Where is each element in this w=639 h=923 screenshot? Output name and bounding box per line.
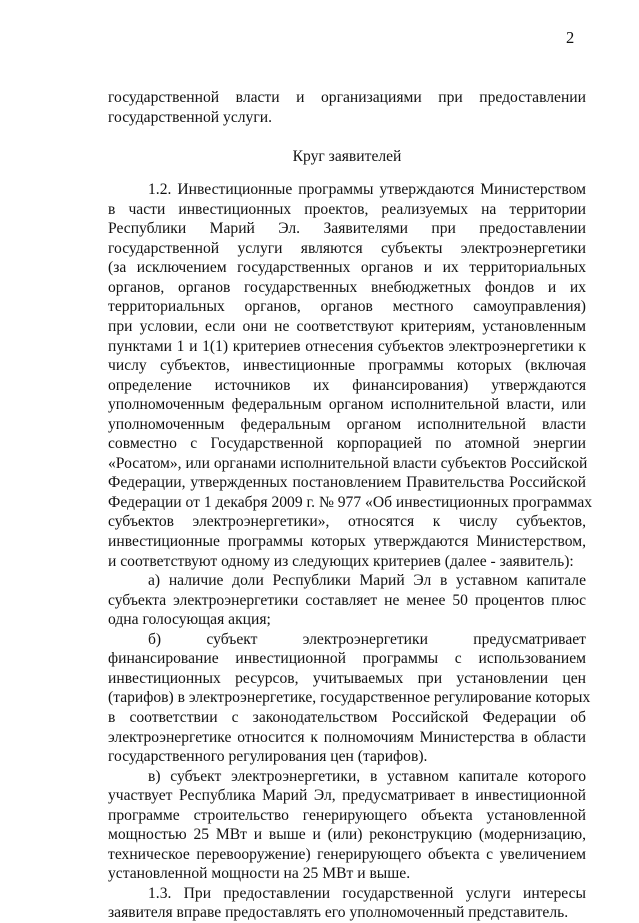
text-line: 1.3. При предоставлении государственной услуги интересы <box>148 884 586 902</box>
text-line: числу субъектов, инвестиционные программы которых (включая <box>108 357 586 375</box>
text-line: инвестиционных ресурсов, учитываемых при установлении цен <box>108 669 586 687</box>
text-line: инвестиционные программы которых утверждаются Министерством, <box>108 533 586 551</box>
text-line: субъектов электроэнергетики», относятся к числу субъектов, <box>108 513 586 531</box>
text-line: б) субъект электроэнергетики предусматривает <box>148 630 586 648</box>
text-line: одна голосующая акция; <box>108 611 271 629</box>
text-line: программе строительство генерирующего объекта установленной <box>108 806 586 824</box>
text-line: в) субъект электроэнергетики, в уставном капитале которого <box>148 767 586 785</box>
paragraph-1-3 <box>108 884 586 923</box>
text-line: (тарифов) в электроэнергетике, государственное регулирование которых <box>108 689 591 707</box>
text-line: совместно с Государственной корпорацией по атомной энергии <box>108 435 586 453</box>
text-line: пунктами 1 и 1(1) критериев отнесения субъектов электроэнергетики к <box>108 337 586 355</box>
text-line: в соответствии с законодательством Российской Федерации об <box>108 708 586 726</box>
text-line: а) наличие доли Республики Марий Эл в уставном капитале <box>148 572 586 590</box>
text-line: и соответствуют одному из следующих критериев (далее - заявитель): <box>108 552 574 570</box>
text-line: Федерации от 1 декабря 2009 г. № 977 «Об инвестиционных программах <box>108 493 593 511</box>
text-line: органов, органов государственных внебюджетных фондов и их <box>108 278 586 296</box>
text-line: в части инвестиционных проектов, реализуемых на территории <box>108 200 586 218</box>
text-line: финансирование инвестиционной программы с использованием <box>108 650 586 668</box>
text-line: установленной мощности на 25 МВт и выше. <box>108 865 411 883</box>
text-line: Республики Марий Эл. Заявителями при предоставлении <box>108 220 586 238</box>
text-line: государственного регулирования цен (тарифов). <box>108 748 428 766</box>
text-line: уполномоченным федеральным органом исполнительной власти <box>108 415 586 433</box>
section-title: Круг заявителей <box>292 147 402 165</box>
text-line: Федерации, утвержденных постановлением Правительства Российской <box>108 474 586 492</box>
item-b <box>108 630 591 767</box>
item-v <box>108 767 586 884</box>
text-line: 1.2. Инвестиционные программы утверждаются Министерством <box>148 181 586 199</box>
text-line: субъекта электроэнергетики составляет не менее 50 процентов плюс <box>108 591 586 609</box>
text-line: заявителя вправе предоставлять его уполномоченный представитель. <box>108 904 569 922</box>
text-line: при условии, если они не соответствуют критериям, установленным <box>108 318 586 336</box>
text-line: техническое перевооружение) генерирующего объекта с увеличением <box>108 845 586 863</box>
text-line: электроэнергетике относится к полномочиям Министерства в области <box>108 728 586 746</box>
text-line: уполномоченным федеральным органом исполнительной власти, или <box>108 396 586 414</box>
page-number: 2 <box>566 28 575 47</box>
text-line: государственной власти и организациями при предоставлении <box>108 89 586 106</box>
text-line: территориальных органов, органов местного самоуправления) <box>108 298 586 316</box>
text-line: участвует Республика Марий Эл, предусматривает в инвестиционной <box>108 787 586 805</box>
item-a <box>108 571 586 630</box>
text-line: мощностью 25 МВт и выше и (или) реконструкцию (модернизацию, <box>108 826 586 844</box>
text-line: государственной услуги являются субъекты электроэнергетики <box>108 239 586 257</box>
text-line: «Росатом», или органами исполнительной власти субъектов Российской <box>108 454 588 472</box>
paragraph-1-2 <box>108 180 593 571</box>
text-line: определение источников их финансирования) утверждаются <box>108 376 586 394</box>
document-body <box>108 88 593 923</box>
intro-paragraph <box>108 88 586 127</box>
text-line: (за исключением государственных органов и их территориальных <box>108 259 586 277</box>
text-line: государственной услуги. <box>108 108 272 126</box>
